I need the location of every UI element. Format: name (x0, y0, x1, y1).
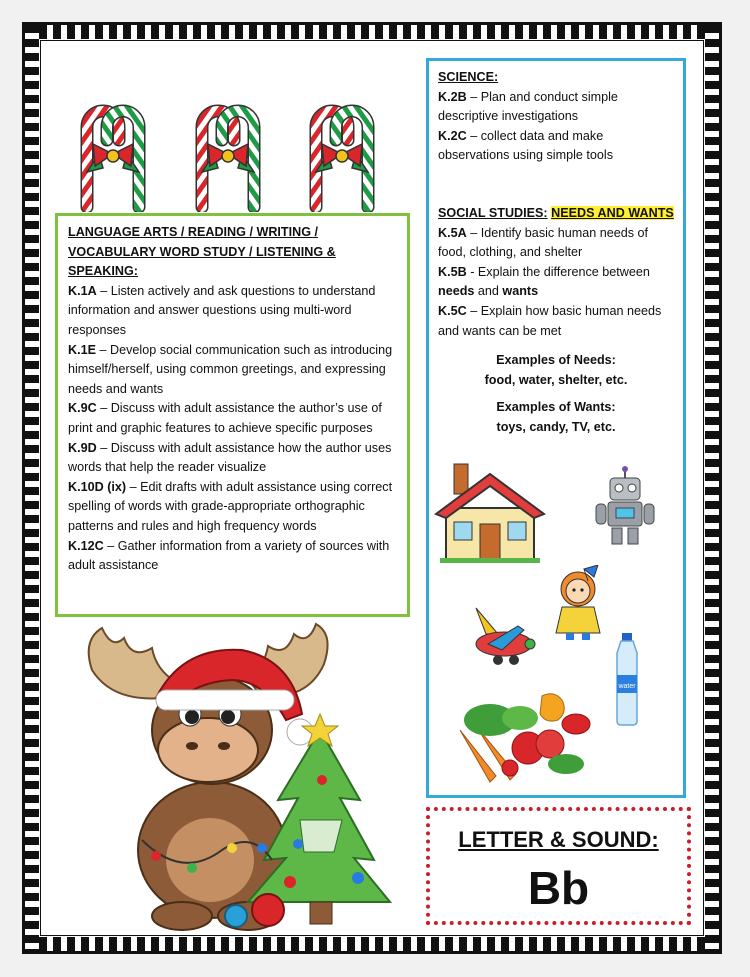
needs-wants-highlight: NEEDS AND WANTS (551, 205, 674, 220)
language-arts-header-line1: LANGUAGE ARTS / READING / WRITING / (68, 225, 319, 239)
standard-k9c: K.9C – Discuss with adult assistance the author’s use of print and graphic features to achieve specific purposes (68, 401, 382, 435)
language-arts-box (55, 213, 410, 617)
needs-list: food, water, shelter, etc. (484, 372, 628, 387)
robot-toy-icon (592, 466, 658, 548)
standard-k9d: K.9D – Discuss with adult assistance how the author uses words that help the reader visualize (68, 440, 392, 475)
language-arts-header-line2: VOCABULARY WORD STUDY / LISTENING & (68, 244, 336, 259)
science-header: SCIENCE: (438, 70, 499, 84)
vegetables-icon (450, 690, 600, 788)
wants-list: toys, candy, TV, etc. (496, 419, 616, 434)
standard-k12c: K.12C – Gather information from a variety of sources with adult assistance (68, 538, 390, 573)
standard-k5a: K.5A – Identify basic human needs of food, clothing, and shelter (438, 225, 649, 260)
standard-k5b: K.5B - Explain the difference between needs and wants (438, 264, 650, 299)
social-studies-header: SOCIAL STUDIES: NEEDS AND WANTS (438, 205, 674, 220)
standard-k1e: K.1E – Develop social communication such as introducing himself/herself, using common greetings, and expressing needs and wants (68, 342, 393, 396)
checker-border-right (705, 25, 719, 951)
standard-k2b: K.2B – Plan and conduct simple descriptive investigations (438, 89, 618, 124)
letter-sound-title: LETTER & SOUND: (458, 827, 659, 852)
standard-k2c: K.2C – collect data and make observations using simple tools (438, 128, 614, 163)
checker-border-bottom (25, 937, 719, 951)
bottle-label: water (618, 683, 636, 690)
standard-k1a: K.1A – Listen actively and ask questions to understand information and answer questions using multi-word responses (68, 283, 376, 337)
wants-title: Examples of Wants: (496, 400, 616, 415)
letter-sound-box (426, 807, 691, 925)
science-social-studies-box (426, 58, 686, 798)
toy-airplane-icon (468, 604, 536, 670)
candy-canes-illustration (65, 92, 385, 212)
moose-christmas-tree-illustration (72, 620, 392, 932)
standard-k5c: K.5C – Explain how basic human needs and wants can be met (438, 303, 662, 338)
house-icon (434, 458, 546, 564)
water-bottle-icon (611, 631, 643, 727)
letter-of-week: Bb (527, 862, 590, 914)
doll-toy-icon (548, 565, 608, 641)
language-arts-header-line3: SPEAKING: (68, 264, 138, 279)
needs-title: Examples of Needs: (496, 353, 616, 368)
checker-border-top (25, 25, 719, 39)
checker-border-left (25, 25, 39, 951)
standard-k10d: K.10D (ix) – Edit drafts with adult assistance using correct spelling of words with grade-appropriate orthographic patterns and rules and high frequency words (68, 479, 393, 533)
